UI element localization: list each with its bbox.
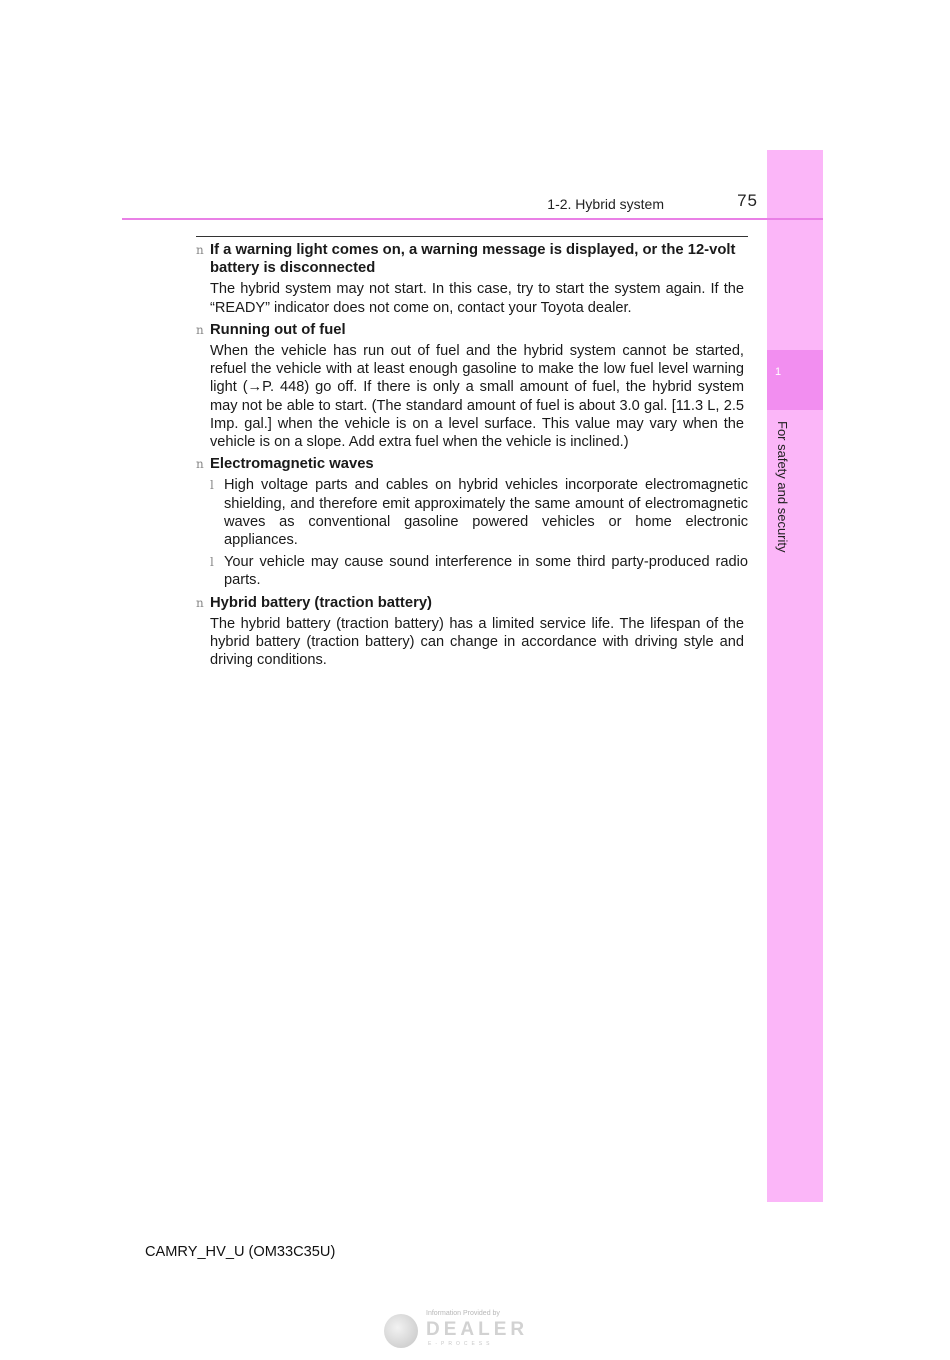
- section-marker-icon: n: [196, 457, 204, 472]
- bullet-marker-icon: l: [210, 555, 214, 570]
- bullet-text: High voltage parts and cables on hybrid vehicles incorporate electromagnetic shielding, and therefore emit approximately the same amount of electromagnetic waves as conventional gasoline powered vehicles or home electronic appliances.: [224, 477, 748, 549]
- section-title-text: If a warning light comes on, a warning message is displayed, or the 12-volt battery is disconnected: [210, 242, 736, 277]
- section-electromagnetic-waves: [196, 455, 748, 589]
- section-title-text: Running out of fuel: [210, 321, 346, 338]
- section-warning-light: [196, 241, 748, 317]
- manual-content: [196, 241, 748, 673]
- section-title: [196, 594, 748, 612]
- section-title-text: Hybrid battery (traction battery): [210, 594, 432, 611]
- chapter-number: 1: [774, 366, 782, 378]
- section-title-text: Electromagnetic waves: [210, 456, 374, 473]
- header-divider: [122, 218, 823, 220]
- watermark-brand: DEALER: [426, 1319, 529, 1340]
- section-hybrid-battery: [196, 594, 748, 670]
- chapter-label: For safety and security: [775, 421, 790, 553]
- section-running-out-of-fuel: [196, 321, 748, 451]
- footer-model-code: CAMRY_HV_U (OM33C35U): [145, 1244, 336, 1260]
- dealer-watermark: [384, 1308, 554, 1352]
- bullet-item: [196, 476, 748, 549]
- section-marker-icon: n: [196, 595, 204, 610]
- section-marker-icon: n: [196, 243, 204, 257]
- section-title: [196, 455, 748, 473]
- section-body: The hybrid system may not start. In this case, try to start the system again. If the “READY” indicator does not come on, contact your Toyota dealer.: [210, 281, 744, 316]
- section-body: When the vehicle has run out of fuel and the hybrid system cannot be started, refuel the vehicle with at least enough gasoline to make the low fuel level warning light (→P. 448) go off. If there is only a small amount of fuel, the hybrid system may not be able to start. (The standard amount of fuel is about 3.0 gal. [11.3 L, 2.5 Imp. gal.] when the vehicle is on a level surface. This value may vary when the vehicle is on a slope. Add extra fuel when the vehicle is inclined.): [210, 343, 744, 451]
- bullet-marker-icon: l: [210, 478, 214, 493]
- watermark-sub: E-PROCESS: [428, 1341, 494, 1347]
- section-title: [196, 241, 748, 277]
- page-number: 75: [737, 191, 758, 210]
- watermark-provided-by: Information Provided by: [426, 1310, 500, 1317]
- bullet-item: [196, 553, 748, 589]
- chapter-tab-active[interactable]: [767, 350, 823, 410]
- section-header: 1-2. Hybrid system: [547, 196, 664, 212]
- section-marker-icon: n: [196, 322, 204, 337]
- chapter-side-tab: [767, 150, 823, 1202]
- bullet-text: Your vehicle may cause sound interference in some third party-produced radio parts.: [224, 554, 748, 589]
- content-top-divider: [196, 236, 748, 237]
- dealer-logo-icon: [384, 1314, 418, 1348]
- section-title: [196, 321, 748, 339]
- section-body: The hybrid battery (traction battery) has a limited service life. The lifespan of the hybrid battery (traction battery) can change in accordance with driving style and driving conditions.: [210, 615, 744, 669]
